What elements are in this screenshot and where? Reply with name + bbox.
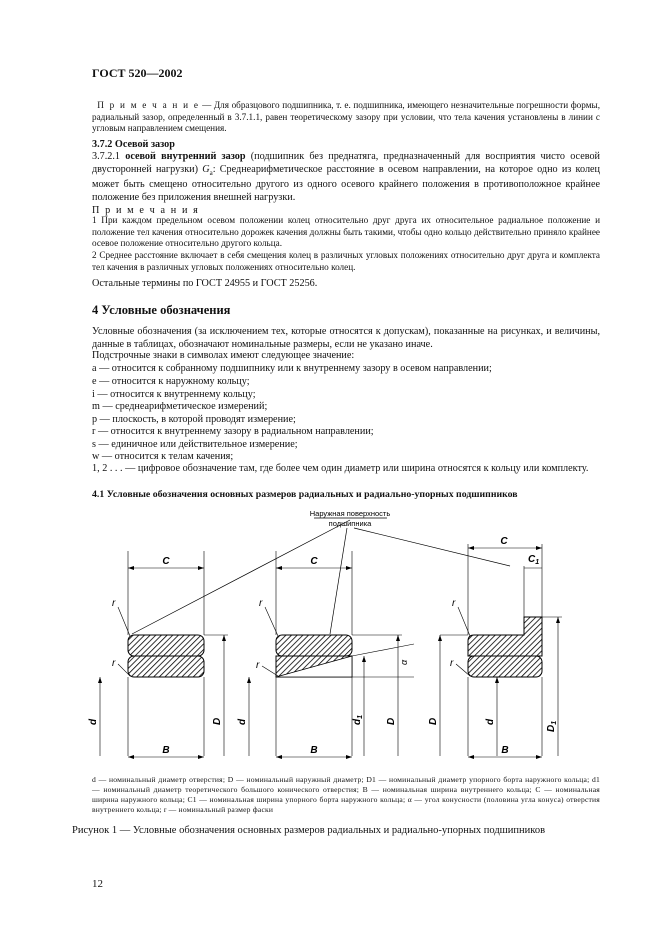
subscript-item: p — плоскость, в которой проводят измерение;	[92, 414, 296, 425]
label-r: r	[259, 598, 263, 609]
page-number: 12	[92, 878, 103, 890]
outer-ring-flanged	[468, 617, 542, 656]
figure-caption: Рисунок 1 — Условные обозначения основных размеров радиальных и радиально-упорных подшипников	[72, 825, 546, 836]
digits-note: 1, 2 . . . — цифровое обозначение там, где более чем один диаметр или ширина относятся к кольцу или комплекту.	[92, 463, 589, 474]
label-B: B	[310, 745, 318, 756]
bearing-dimensions-figure	[88, 506, 602, 771]
note-2-1: 1 При каждом предельном осевом положении колец относительно друг друга их относительное радиальное положение и положение тел качения относительно дорожек качения должны быть такими, чтобы одно кольцо действительно приняло крайнее осевое положение относительно другого кольца.	[92, 215, 600, 249]
label-B: B	[501, 745, 509, 756]
section-4-intro: Условные обозначения (за исключением тех, которые относятся к допускам), показанные на рисунках, и величины, данные в таблицах, обозначают номинальные размеры, если не указано иначе.	[92, 326, 600, 350]
inner-ring	[468, 656, 542, 677]
definition-text-b: : Среднеарифметическое расстояние в осевом направлении, на которое одно из колец может быть смещено относительно другого из одного осевого крайнего положения в противоположное крайнее положение без приложения внешней нагрузки.	[92, 163, 601, 203]
callout-text: Наружная поверхность	[309, 509, 391, 518]
subscript-item: i — относится к внутреннему кольцу;	[92, 389, 256, 400]
note-1-label: П р и м е ч а н и е	[97, 100, 200, 110]
subscript-item: m — среднеарифметическое измерений;	[92, 401, 268, 412]
callout-leader	[330, 528, 347, 634]
subscript-item: w — относится к телам качения;	[92, 451, 234, 462]
label-d: d	[88, 718, 99, 725]
label-r: r	[452, 598, 456, 609]
definition-number: 3.7.2.1	[92, 151, 121, 162]
label-alpha: α	[399, 659, 409, 665]
other-terms: Остальные термины по ГОСТ 24955 и ГОСТ 25256.	[92, 278, 318, 289]
note-1-text: — Для образцового подшипника, т. е. подшипника, имеющего незначительные погрешности формы, радиальный зазор, определенный в 3.7.1.1, равен теоретическому зазору при условии, что тела качения установлены в линии с угловым направлением смещения.	[92, 100, 601, 134]
definition-symbol-sub: a	[209, 168, 213, 177]
definition-3-7-2-1	[92, 151, 600, 204]
label-D: D	[386, 717, 397, 725]
label-D: D	[428, 717, 439, 725]
callout-leader	[354, 528, 510, 566]
section-4-title: 4 Условные обозначения	[92, 303, 231, 317]
section-3-7-2-title: 3.7.2 Осевой зазор	[92, 139, 175, 150]
bearing-3	[428, 536, 562, 759]
label-C: C	[162, 556, 170, 567]
subscript-item: s — единичное или действительное измерение;	[92, 439, 298, 450]
label-r: r	[256, 660, 260, 671]
section-4-1-title: 4.1 Условные обозначения основных размеров радиальных и радиально-упорных подшипников	[92, 489, 518, 500]
bearing-1	[88, 551, 228, 759]
bearing-2	[237, 551, 414, 759]
definition-term: осевой внутренний зазор	[125, 151, 246, 162]
subscript-item: e — относится к наружному кольцу;	[92, 376, 250, 387]
label-C: C	[500, 536, 508, 547]
label-d1: $d_1$	[352, 714, 364, 725]
notes-label: П р и м е ч а н и я	[92, 205, 200, 216]
figure-legend: d — номинальный диаметр отверстия; D — номинальный наружный диаметр; D1 — номинальный диаметр упорного борта наружного кольца; d1 — номинальный диаметр теоретического большого конического отверстия; B — номинальная ширина внутреннего кольца; C — номинальная ширина наружного кольца; C1 — номинальная ширина упорного борта наружного кольца; α — угол конусности (половина угла конуса) отверстия внутреннего кольца; r — номинальный размер фаски	[92, 775, 600, 814]
label-B: B	[162, 745, 170, 756]
label-C: C	[310, 556, 318, 567]
subscript-item: r — относится к внутреннему зазору в радиальном направлении;	[92, 426, 374, 437]
inner-ring	[128, 656, 204, 677]
label-D: D	[212, 717, 223, 725]
definition-text-a: (подшипник без преднатяга, предназначенный для восприятия чисто осевой двусторонней нагрузки)	[92, 151, 600, 175]
label-d: d	[485, 718, 496, 725]
callout-text-2: подшипника	[328, 519, 372, 528]
definition-symbol: G	[202, 163, 210, 175]
label-d: d	[237, 718, 248, 725]
outer-ring	[128, 635, 204, 656]
label-r: r	[112, 598, 116, 609]
subscript-intro: Подстрочные знаки в символах имеют следующее значение:	[92, 350, 355, 361]
callout-leader	[132, 520, 350, 634]
label-r: r	[450, 658, 454, 669]
label-D1: $D_1$	[546, 720, 558, 732]
subscript-item: a — относится к собранному подшипнику или к внутреннему зазору в осевом направлении;	[92, 363, 492, 374]
note-1	[92, 100, 600, 135]
document-header: ГОСТ 520—2002	[92, 66, 183, 80]
label-C1: $C_1$	[528, 554, 540, 566]
outer-ring	[276, 635, 352, 656]
label-r: r	[112, 658, 116, 669]
note-2-2: 2 Среднее расстояние включает в себя смещения колец в различных угловых положениях относительно друг друга и комплекта тел качения в различных угловых положениях относительно колец.	[92, 250, 600, 272]
